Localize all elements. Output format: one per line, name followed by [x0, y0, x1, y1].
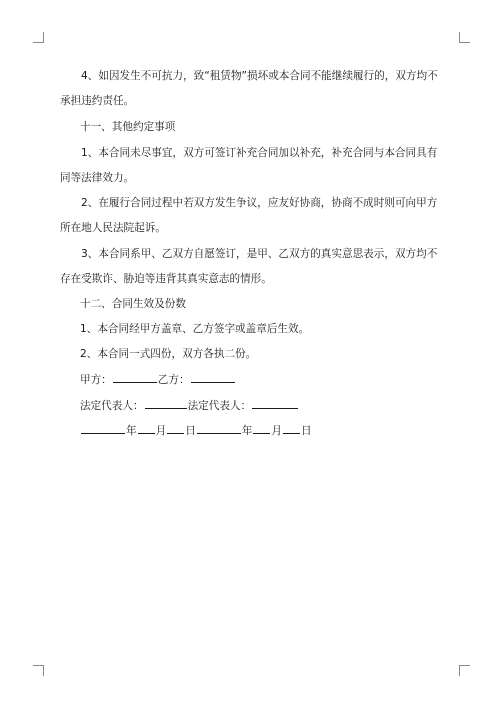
date-a-day: 日 — [185, 425, 196, 437]
section-11-title: 十一、其他约定事项 — [80, 121, 176, 133]
representative-signature-line — [80, 396, 299, 416]
section-11-item-3: 3、本合同系甲、乙双方自愿签订，是甲、乙双方的真实意思表示，双方均不存在受欺诈、胁迫等违背其真实意志的情形。 — [60, 248, 438, 285]
date-b-year-blank — [197, 421, 241, 434]
section-11-item-1: 1、本合同未尽事宜，双方可签订补充合同加以补充，补充合同与本合同具有同等法律效力。 — [60, 147, 438, 184]
section-11-item-2: 2、在履行合同过程中若双方发生争议，应友好协商，协商不成时则可向甲方所在地人民法院起诉。 — [60, 197, 438, 234]
date-b-month: 月 — [271, 425, 282, 437]
date-a-year: 年 — [126, 425, 137, 437]
rep-a-blank — [145, 396, 187, 409]
date-b-day-blank — [283, 421, 300, 434]
crop-mark-top-right — [459, 32, 470, 43]
date-line — [80, 421, 312, 441]
crop-mark-bottom-left — [33, 665, 44, 676]
date-a-month-blank — [138, 421, 155, 434]
date-b-day: 日 — [300, 425, 312, 437]
rep-a-label: 法定代表人： — [80, 400, 144, 412]
rep-b-label: 法定代表人： — [187, 400, 252, 412]
rep-b-blank — [252, 396, 298, 409]
section-12-item-2: 2、本合同一式四份，双方各执二份。 — [80, 348, 257, 360]
date-b-month-blank — [253, 421, 270, 434]
crop-mark-top-left — [33, 32, 44, 43]
date-a-day-blank — [167, 421, 184, 434]
date-a-year-blank — [81, 421, 125, 434]
date-a-month: 月 — [155, 425, 167, 437]
party-b-blank — [191, 370, 235, 383]
party-a-label: 甲方： — [80, 374, 112, 386]
clause-force-majeure: 4、如因发生不可抗力，致“租赁物”损坏或本合同不能继续履行的，双方均不承担违约责任。 — [60, 70, 438, 107]
section-12-item-1: 1、本合同经甲方盖章、乙方签字或盖章后生效。 — [80, 323, 310, 335]
party-a-blank — [113, 370, 157, 383]
crop-mark-bottom-right — [459, 665, 470, 676]
party-signature-line — [80, 370, 236, 390]
date-b-year: 年 — [241, 425, 253, 437]
section-12-title: 十二、合同生效及份数 — [80, 298, 186, 310]
party-b-label: 乙方： — [157, 374, 190, 386]
